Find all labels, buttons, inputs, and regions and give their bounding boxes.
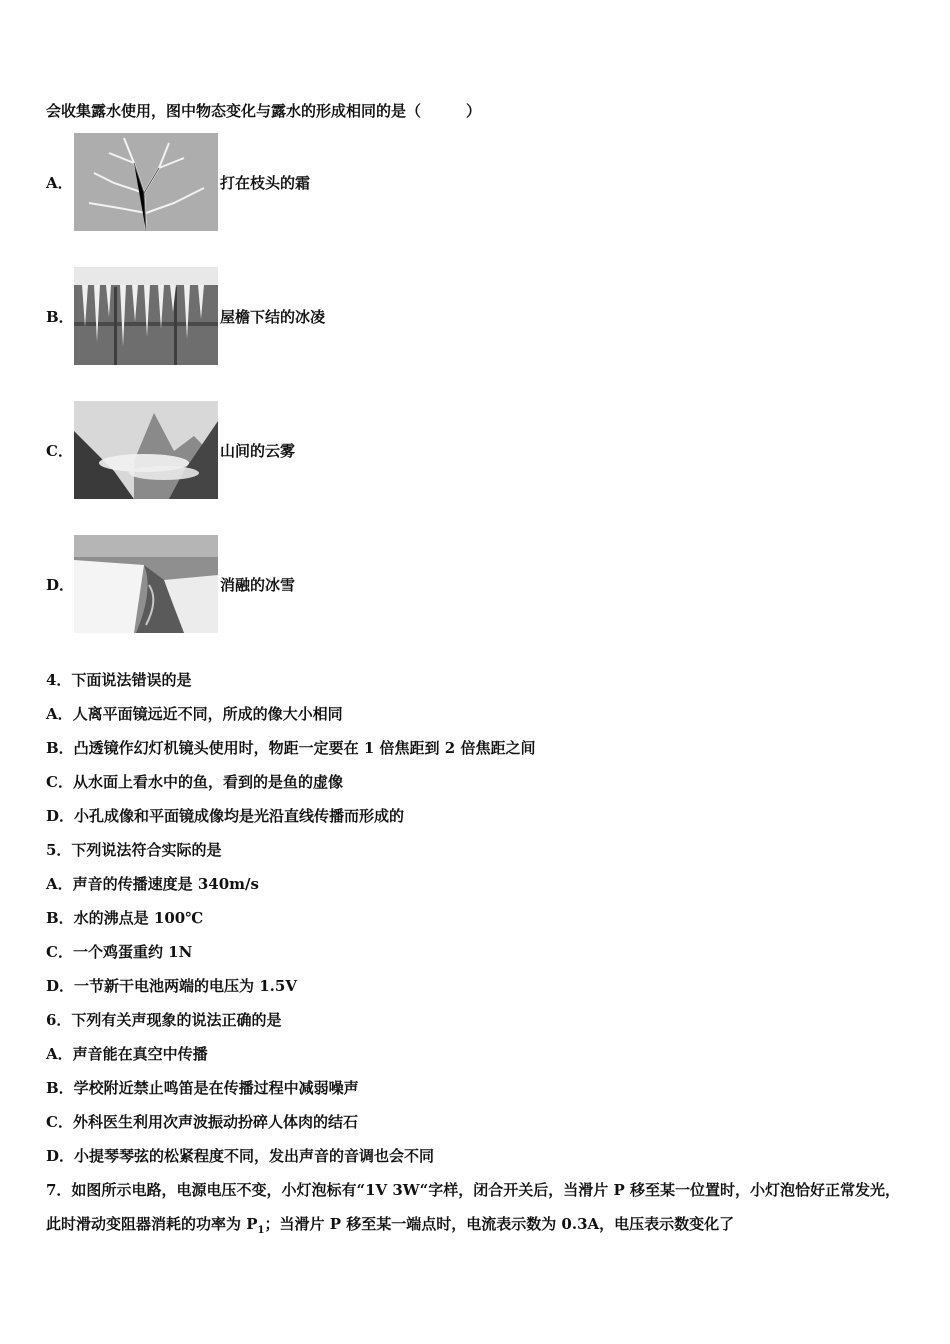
q6-option-d: D．小提琴琴弦的松紧程度不同，发出声音的音调也会不同 [46,1147,435,1165]
frost-branch-photo-icon [74,133,218,231]
q5-option-a: A．声音的传播速度是 340m/s [46,875,259,893]
q4-option-d: D．小孔成像和平面镜成像均是光沿直线传播而形成的 [46,807,405,825]
q4-option-a: A．人离平面镜远近不同，所成的像大小相同 [46,705,343,723]
q3-option-d [46,535,295,633]
q6-option-a: A．声音能在真空中传播 [46,1045,208,1063]
option-text: 山间的云雾 [220,441,296,460]
q6-option-b: B．学校附近禁止鸣笛是在传播过程中减弱噪声 [46,1079,359,1097]
melting-snow-photo-icon [74,535,218,633]
q7-subscript: 1 [257,1225,265,1236]
option-text: 打在枝头的霜 [220,173,311,192]
q5-stem: 5．下列说法符合实际的是 [46,841,222,859]
q3-intro: 会收集露水使用，图中物态变化与露水的形成相同的是（ ） [46,102,482,120]
option-letter: B． [46,307,74,326]
q3-option-c [46,401,295,499]
q5-option-c: C．一个鸡蛋重约 1N [46,943,193,961]
q4-stem: 4．下面说法错误的是 [46,671,192,689]
option-letter: D． [46,575,75,594]
option-text: 消融的冰雪 [220,575,296,594]
q3-option-a [46,133,310,231]
mountain-fog-photo-icon [74,401,218,499]
q6-option-c: C．外科医生利用次声波振动扮碎人体肉的结石 [46,1113,358,1131]
q7-text-part1: 7．如图所示电路，电源电压不变，小灯泡标有“1V 3W“字样，闭合开关后，当滑片 P 移至某一位置时，小灯泡恰好正常发光，此时滑动变阻器消耗的功率为 P [46,1181,901,1233]
icicles-eaves-photo-icon [74,267,218,365]
q4-option-c: C．从水面上看水中的鱼，看到的是鱼的虚像 [46,773,343,791]
option-letter: A． [46,173,73,192]
q7-text-part2: ；当滑片 P 移至某一端点时，电流表示数为 0.3A，电压表示数变化了 [264,1215,735,1233]
q3-option-b [46,267,325,365]
q5-option-b: B．水的沸点是 100℃ [46,909,204,927]
q6-stem: 6．下列有关声现象的说法正确的是 [46,1011,282,1029]
option-letter: C． [46,441,73,460]
q7-stem [46,1173,904,1248]
q4-option-b: B．凸透镜作幻灯机镜头使用时，物距一定要在 1 倍焦距到 2 倍焦距之间 [46,739,536,757]
option-text: 屋檐下结的冰凌 [220,307,326,326]
q5-option-d: D．一节新干电池两端的电压为 1.5V [46,977,297,995]
